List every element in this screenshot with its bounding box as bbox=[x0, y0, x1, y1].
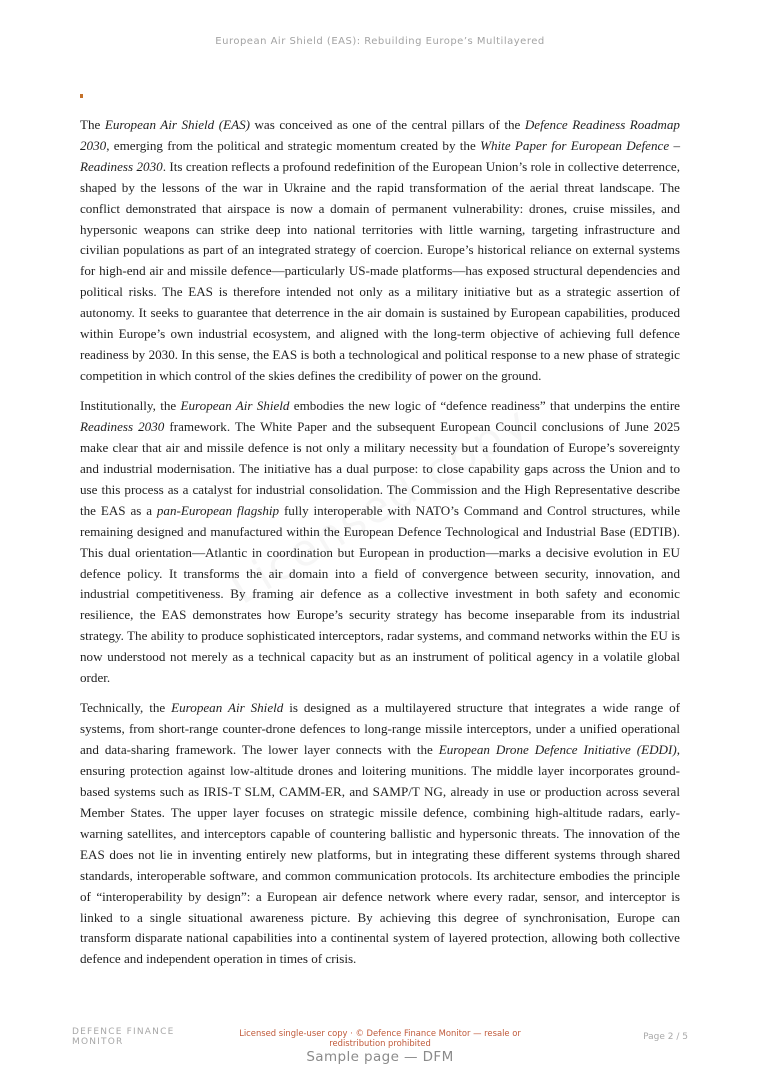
text-run: is designed as a multilayered structure that integrates a wide range of systems, from short-range counter-drone defences to long-range missile interceptors, under a unified operational and data-sharing framework. The lower layer connects with the bbox=[80, 700, 680, 758]
footer-brand: DEFENCE FINANCE MONITOR bbox=[72, 1027, 175, 1047]
emphasis-text: European Air Shield bbox=[180, 398, 290, 414]
text-run: . Its creation reflects a profound redefinition of the European Union’s role in collective deterrence, shaped by the lessons of the war in Ukraine and the rapid transformation of the aerial threat landscape. The conflict demonstrated that airspace is now a domain of permanent vulnerability: drones, cruise missiles, and hypersonic weapons can strike deep into national territories with little warning, targeting infrastructure and civilian populations as part of an integrated strategy of coercion. Europe’s historical reliance on external systems for high-end air and missile defence—particularly US-made platforms—has exposed structural dependencies and political risks. The EAS is therefore intended not only as a military initiative but as a strategic assertion of autonomy. It seeks to guarantee that deterrence in the air domain is sustained by European capabilities, produced within Europe’s own industrial ecosystem, and aligned with the long-term objective of achieving full defence readiness by 2030. In this sense, the EAS is both a technological and political response to a new phase of strategic competition in which control of the skies defines the credibility of power on the ground. bbox=[80, 158, 680, 383]
text-run: was conceived as one of the central pillars of the bbox=[249, 117, 525, 132]
emphasis-text: pan-European flagship bbox=[156, 502, 280, 518]
paragraph bbox=[80, 115, 680, 387]
text-run: The bbox=[80, 117, 105, 132]
emphasis-text: Defence Readiness Roadmap 2030 bbox=[80, 117, 680, 153]
article-body bbox=[80, 115, 680, 980]
emphasis-text: European Air Shield (EAS) bbox=[104, 117, 250, 132]
paragraph bbox=[80, 698, 680, 970]
license-notice: Licensed single-user copy · © Defence Finance Monitor — resale or redistribution prohibited bbox=[239, 1028, 521, 1048]
text-run: embodies the new logic of “defence readiness” that underpins the entire bbox=[289, 398, 680, 414]
text-run: Technically, the bbox=[80, 700, 172, 716]
text-run: framework. The White Paper and the subsequent European Council conclusions of June 2025 make clear that air and missile defence is not only a military necessity but a foundation of Europe’s sovereignty and industrial modernisation. The initiative has a dual purpose: to close capability gaps across the Union and to use this process as a catalyst for industrial consolidation. The Commission and the High Representative describe the EAS as a bbox=[80, 419, 680, 518]
paragraph bbox=[80, 396, 680, 689]
running-header: European Air Shield (EAS): Rebuilding Europe’s Multilayered bbox=[215, 36, 545, 47]
emphasis-text: Readiness 2030 bbox=[80, 419, 165, 435]
emphasis-text: European Drone Defence Initiative (EDDI) bbox=[438, 742, 677, 758]
text-run: fully interoperable with NATO’s Command and Control structures, while remaining designed and manufactured within the European Defence Technological and Industrial Base (EDTIB). This dual orientation—Atlantic in coordination but European in production—marks a decisive evolution in EU defence policy. It transforms the air domain into a field of convergence between security, innovation, and industrial competitiveness. By framing air defence as a collective investment in both safety and economic resilience, the EAS demonstrates how Europe’s security strategy has become inseparable from its industrial strategy. The ability to produce sophisticated interceptors, radar systems, and command networks within the EU is now understood not merely as a technical capacity but as an instrument of political agency in a volatile global order. bbox=[80, 502, 681, 686]
sample-page-label: Sample page — DFM bbox=[306, 1049, 454, 1065]
emphasis-text: European Air Shield bbox=[171, 700, 284, 716]
text-run: , ensuring protection against low-altitude drones and loitering munitions. The middle layer incorporates ground-based systems such as IRIS-T SLM, CAMM-ER, and SAMP/T NG, already in use or production across several Member States. The upper layer focuses on strategic missile defence, combining high-altitude radars, early-warning satellites, and interceptors capable of countering ballistic and hypersonic threats. The innovation of the EAS does not lie in inventing entirely new platforms, but in integrating these different systems through shared standards, interoperable software, and common communication protocols. Its architecture embodies the principle of “interoperability by design”: a European air defence network where every radar, sensor, and interceptor is linked to a single situational awareness picture. By achieving this degree of synchronisation, Europe can transform disparate national capabilities into a continental system of layered protection, allowing both collective defence and independent operation in times of crisis. bbox=[80, 742, 680, 967]
section-marker bbox=[80, 94, 83, 98]
emphasis-text: White Paper for European Defence – Readiness 2030 bbox=[80, 137, 680, 174]
text-run: Institutionally, the bbox=[80, 398, 181, 414]
text-run: , emerging from the political and strategic momentum created by the bbox=[106, 137, 481, 153]
page-number: Page 2 / 5 bbox=[643, 1032, 688, 1042]
